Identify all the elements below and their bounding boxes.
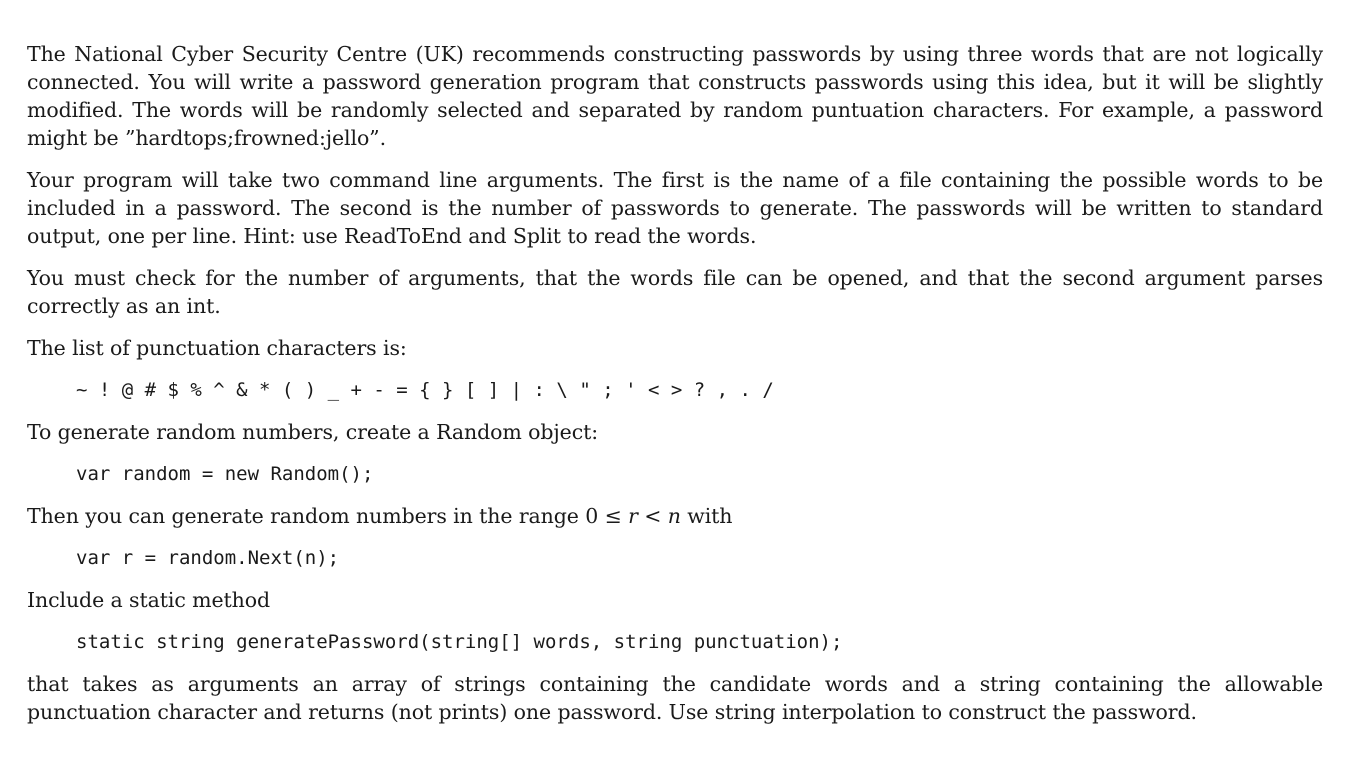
final-paragraph: that takes as arguments an array of strings containing the candidate words and a string containing the allowable punctuation character and returns (not prints) one password. Use string interpolation to construct the password. — [27, 672, 1323, 724]
range-variable-n: n — [667, 504, 681, 528]
random-next-code: var r = random.Next(n); — [76, 547, 340, 569]
punctuation-list: ~ ! @ # $ % ^ & * ( ) _ + - = { } [ ] | : \ " ; ' < > ? , . / — [76, 379, 774, 401]
range-variable-r: r — [628, 504, 638, 528]
punctuation-intro: The list of punctuation characters is: — [27, 336, 407, 360]
random-intro: To generate random numbers, create a Random object: — [27, 420, 599, 444]
random-declaration-code: var random = new Random(); — [76, 463, 374, 485]
range-text-after: with — [680, 504, 733, 528]
static-method-intro: Include a static method — [27, 588, 270, 612]
document-page — [27, 40, 1323, 740]
range-less-than: < — [637, 504, 668, 528]
arguments-paragraph: Your program will take two command line arguments. The first is the name of a file containing the possible words to be included in a password. The second is the number of passwords to generate. The passwords will be written to standard output, one per line. Hint: use ReadToEnd and Split to read the words. — [27, 168, 1323, 248]
range-intro — [27, 502, 1323, 530]
intro-paragraph: The National Cyber Security Centre (UK) recommends constructing passwords by using three words that are not logically connected. You will write a password generation program that constructs passwords using this idea, but it will be slightly modified. The words will be randomly selected and separated by random puntuation characters. For example, a password might be ”hardtops;frowned:jello”. — [27, 42, 1323, 150]
range-text-before: Then you can generate random numbers in the range 0 ≤ — [27, 504, 629, 528]
checks-paragraph: You must check for the number of arguments, that the words file can be opened, and that the second argument parses correctly as an int. — [27, 266, 1323, 318]
method-signature-code: static string generatePassword(string[] words, string punctuation); — [76, 631, 843, 653]
